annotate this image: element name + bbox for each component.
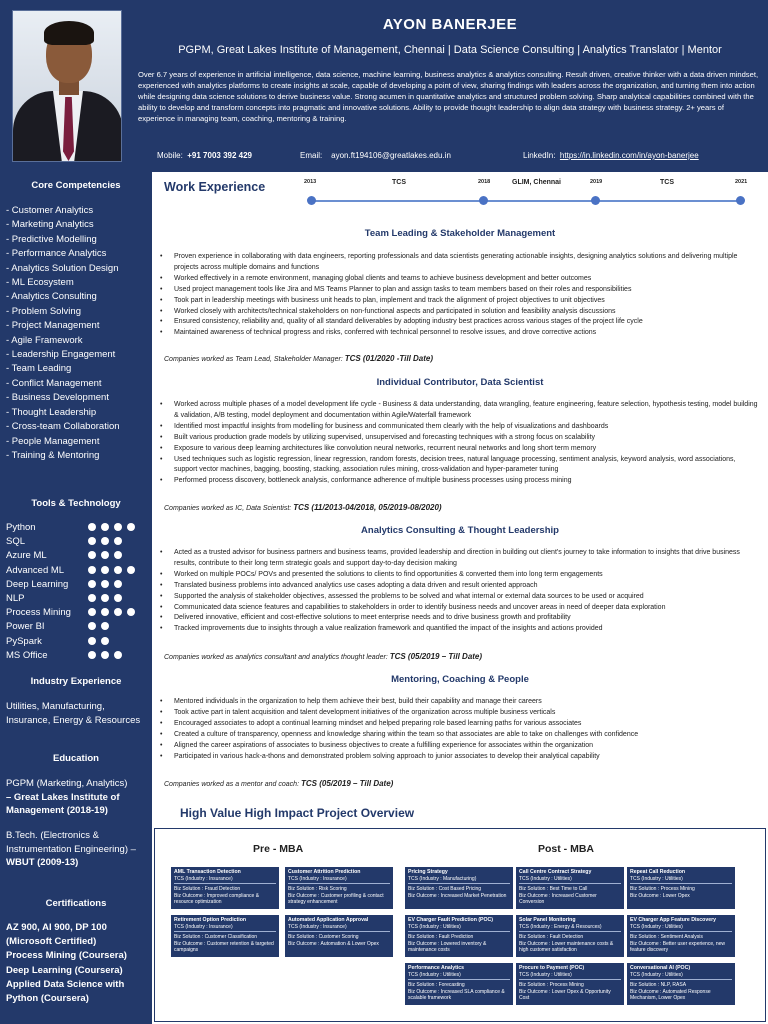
project-company: TCS (Industry : Insurance) xyxy=(174,875,233,882)
project-outcome: Biz Outcome : Increased Market Penetration xyxy=(408,892,507,899)
skill-dot xyxy=(101,551,109,559)
companies-worked-period: TCS (05/2019 – Till Date) xyxy=(300,779,394,788)
project-solution: Biz Solution : Fraud Detection xyxy=(174,886,241,892)
project-outcome: Biz Outcome : Improved compliance & resource optimization xyxy=(174,892,260,905)
bullet-item: • Mentored individuals in the organization to help them achieve their best, build their capability and manage their careers xyxy=(160,697,760,708)
skill-dot xyxy=(88,637,96,645)
timeline-year: 2013 xyxy=(304,179,317,185)
linkedin-contact: LinkedIn: https://in.linkedin.com/in/ayon-banerjee xyxy=(523,151,699,160)
certification-item: Deep Learning (Coursera) xyxy=(6,964,123,976)
post-mba-title: Post - MBA xyxy=(538,843,594,855)
project-title: Automated Application Approval xyxy=(288,917,369,923)
timeline-dot xyxy=(307,196,316,205)
bullet-item: • Exposure to various deep learning architectures like convolution neural networks, recurrent neural networks and long short term memory xyxy=(160,444,760,455)
competency-item: - Business Development xyxy=(6,392,109,404)
project-card xyxy=(627,867,735,909)
bullet-list xyxy=(160,252,760,339)
education-title: Education xyxy=(53,753,99,764)
email-contact: Email: ayon.ft194106@greatlakes.edu.in xyxy=(300,151,451,160)
project-title: Call Centre Contract Strategy xyxy=(519,869,592,875)
project-title: Conversational AI (POC) xyxy=(630,965,691,971)
project-company: TCS (Industry : Utilities) xyxy=(630,875,683,882)
project-solution: Biz Solution : Process Mining xyxy=(630,886,695,892)
tool-name: Python xyxy=(6,522,36,533)
project-title: Repeat Call Reduction xyxy=(630,869,686,875)
project-company: TCS (Industry : Insurance) xyxy=(288,875,347,882)
competency-item: - Problem Solving xyxy=(6,305,81,317)
pre-mba-title: Pre - MBA xyxy=(253,843,304,855)
bullet-item: • Delivered innovative, efficient and cost-effective solutions to meet enterprise needs and to drive business growth and profitability xyxy=(160,613,760,624)
bullet-item: • Worked closely with architects/technical stakeholders on non-functional aspects and participated in solution and feasibility analysis discussions xyxy=(160,307,760,318)
project-title: EV Charger Fault Prediction (POC) xyxy=(408,917,494,923)
competency-item: - Performance Analytics xyxy=(6,248,107,260)
bullet-item: • Used techniques such as logistic regression, linear regression, random forests, decision trees, natural language processing, sentiment analysis, keyword analysis, word associations, support vector machines, bagging, boosting, stacking, association rules mining, cross-validation and hyper-parameter tuning xyxy=(160,455,760,477)
skill-level-dots xyxy=(88,523,140,534)
project-title: Procure to Payment (POC) xyxy=(519,965,585,971)
linkedin-link[interactable]: https://in.linkedin.com/in/ayon-banerjee xyxy=(559,151,699,160)
competencies-list xyxy=(6,204,120,463)
skill-dot xyxy=(101,594,109,602)
bullet-item: • Maintained awareness of technical progress and risks, conferred with technical personnel to resolve issues, and drove corrective actions xyxy=(160,328,760,339)
project-company: TCS (Industry : Utilities) xyxy=(519,875,572,882)
project-solution: Biz Solution : Fault Prediction xyxy=(408,934,474,940)
project-solution: Biz Solution : Best Time to Call xyxy=(519,886,588,892)
project-outcome: Biz Outcome : Customer retention & targeted campaigns xyxy=(174,940,274,953)
tool-name: PySpark xyxy=(6,635,42,647)
email-address[interactable]: ayon.ft194106@greatlakes.edu.in xyxy=(331,151,451,160)
skill-dot xyxy=(114,580,122,588)
companies-worked xyxy=(164,354,433,363)
skill-dot xyxy=(101,566,109,574)
project-card xyxy=(516,963,624,1005)
competency-item: - Training & Mentoring xyxy=(6,449,100,461)
project-title: EV Charger App Feature Discovery xyxy=(630,917,717,923)
skill-dot xyxy=(101,651,109,659)
project-outcome: Biz Outcome : Lowered inventory & maintenance costs xyxy=(408,940,487,953)
project-company: TCS (Industry : Insurance) xyxy=(174,923,233,930)
section-title: Team Leading & Stakeholder Management xyxy=(364,228,556,239)
bullet-item: • Proven experience in collaborating with data engineers, reporting professionals and data scientists generating actionable insights, designing analytics solutions and delivering multiple projects across multiple domains and functions xyxy=(160,252,760,274)
project-solution: Biz Solution : Fault Detection xyxy=(519,934,584,940)
tool-row xyxy=(6,536,152,550)
bullet-item: • Created a culture of transparency, openness and knowledge sharing within the team so that associates are able to take on challenges with confidence xyxy=(160,730,760,741)
project-solution: Biz Solution : Customer Scoring xyxy=(288,934,359,940)
companies-worked-period: TCS (11/2013-04/2018, 05/2019-08/2020) xyxy=(293,503,442,512)
competency-item: - Project Management xyxy=(6,320,100,332)
project-company: TCS (Industry : Utilities) xyxy=(630,971,683,978)
competency-item: - Marketing Analytics xyxy=(6,219,94,231)
project-company: TCS (Industry : Utilities) xyxy=(519,971,572,978)
competency-item: - Analytics Solution Design xyxy=(6,262,119,274)
project-outcome: Biz Outcome : Automation & Lower Opex xyxy=(288,940,379,947)
tool-name: SQL xyxy=(6,536,26,548)
education-btech: B.Tech. (Electronics & Instrumentation Engineering) – WBUT (2009-13) xyxy=(6,830,136,868)
project-solution: Biz Solution : Process Mining xyxy=(519,982,584,988)
project-card xyxy=(405,915,513,957)
skill-dot xyxy=(114,551,122,559)
section-title: Individual Contributor, Data Scientist xyxy=(376,377,544,388)
timeline-dot xyxy=(479,196,488,205)
mobile-contact: Mobile: +91 7003 392 429 xyxy=(157,151,252,160)
skill-dot xyxy=(127,523,135,531)
project-title: Retirement Option Prediction xyxy=(174,917,247,923)
timeline-label: TCS xyxy=(660,179,674,186)
skill-dot xyxy=(114,608,122,616)
bullet-item: • Identified most impactful insights from modelling for business and communicated them clearly with the help of visualizations and dashboards xyxy=(160,422,760,433)
project-card xyxy=(285,915,393,957)
project-outcome: Biz Outcome : Better user experience, new feature discovery xyxy=(630,940,726,953)
competency-item: - Cross-team Collaboration xyxy=(6,421,120,433)
project-outcome: Biz Outcome : Increased Customer Conversion xyxy=(519,892,597,905)
timeline-dot xyxy=(591,196,600,205)
project-solution: Biz Solution : NLP, RASA xyxy=(630,982,687,988)
skill-dot xyxy=(88,608,96,616)
tool-name: NLP xyxy=(6,593,25,604)
project-card xyxy=(516,867,624,909)
competency-item: - Predictive Modelling xyxy=(6,233,97,245)
bullet-item: • Translated business problems into advanced analytics use cases adopting a data driven and result oriented approach xyxy=(160,581,760,592)
skill-dot xyxy=(114,566,122,574)
tool-name: Deep Learning xyxy=(6,578,69,590)
skill-dot xyxy=(88,651,96,659)
skill-dot xyxy=(88,594,96,602)
project-company: TCS (Industry : Manufacturing) xyxy=(408,875,477,882)
bullet-item: • Worked effectively in a remote environment, managing global clients and teams to achieve business development and better outcomes xyxy=(160,274,760,285)
project-card xyxy=(285,867,393,909)
project-outcome: Biz Outcome : Lower maintenance costs & high customer satisfaction xyxy=(519,940,614,953)
profile-photo xyxy=(12,10,122,162)
timeline-line xyxy=(312,200,744,202)
project-title: Performance Analytics xyxy=(408,965,465,971)
work-experience-title: Work Experience xyxy=(164,180,266,194)
project-outcome: Biz Outcome : Lower Opex xyxy=(630,892,690,899)
bullet-list xyxy=(160,400,760,487)
skill-level-dots xyxy=(88,651,127,662)
competency-item: - Customer Analytics xyxy=(6,205,94,216)
project-company: TCS (Industry : Insurance) xyxy=(288,923,347,930)
skill-dot xyxy=(101,580,109,588)
timeline-dot xyxy=(736,196,745,205)
skill-dot xyxy=(127,608,135,616)
project-solution: Biz Solution : Customer Classification xyxy=(174,934,258,940)
bullet-item: • Supported the analysis of stakeholder objectives, assessed the problems to be solved and what internal or external data sources to be used or acquired xyxy=(160,592,760,603)
skill-dot xyxy=(114,594,122,602)
competency-item: - Team Leading xyxy=(6,363,72,375)
timeline-year: 2021 xyxy=(735,179,748,185)
section-title: Mentoring, Coaching & People xyxy=(391,674,529,685)
project-outcome: Biz Outcome : Automated Response Mechanism, Lower Opex xyxy=(630,988,711,1001)
sidebar xyxy=(0,172,152,1024)
resume-header xyxy=(0,0,768,172)
project-card xyxy=(405,867,513,909)
skill-level-dots xyxy=(88,637,114,648)
tool-name: MS Office xyxy=(6,649,48,661)
bullet-item: • Encouraged associates to adopt a continual learning mindset and helped preparing role based learning paths for various associates xyxy=(160,719,760,730)
bullet-item: • Aligned the career aspirations of associates to business objectives to create a fulfilling experience for associates within the organization xyxy=(160,741,760,752)
skill-dot xyxy=(101,622,109,630)
project-solution: Biz Solution : Sentiment Analysis xyxy=(630,934,703,940)
tool-row xyxy=(6,579,152,593)
skill-dot xyxy=(88,622,96,630)
main-content xyxy=(152,172,768,1024)
project-overview-title: High Value High Impact Project Overview xyxy=(180,806,415,820)
project-card xyxy=(627,963,735,1005)
project-company: TCS (Industry : Utilities) xyxy=(408,971,461,978)
companies-worked-label: Companies worked as a mentor and coach: xyxy=(164,781,300,788)
project-solution: Biz Solution : Risk Scoring xyxy=(288,886,347,892)
bullet-item: • Used project management tools like Jira and MS Teams Planner to plan and assign tasks to team members based on their roles and responsibilities xyxy=(160,285,760,296)
section-title: Analytics Consulting & Thought Leadership xyxy=(361,525,559,536)
project-solution: Biz Solution : Forecasting xyxy=(408,982,465,988)
project-title: AML Transaction Detection xyxy=(174,869,241,875)
bullet-item: • Participated in various hack-a-thons and demonstrated problem solving approach to junior associates to develop their analytical capability xyxy=(160,752,760,763)
bullet-item: • Performed process discovery, bottleneck analysis, conformance adherence of multiple business processes using process mining xyxy=(160,476,760,487)
project-company: TCS (Industry : Utilities) xyxy=(630,923,683,930)
project-title: Customer Attrition Prediction xyxy=(288,869,361,875)
companies-worked-label: Companies worked as Team Lead, Stakeholder Manager: xyxy=(164,356,343,363)
project-outcome: Biz Outcome : Increased SLA compliance & scalable framework xyxy=(408,988,505,1001)
bullet-list xyxy=(160,697,760,762)
competency-item: - Analytics Consulting xyxy=(6,291,97,303)
candidate-name: AYON BANERJEE xyxy=(382,16,518,33)
timeline-label: TCS xyxy=(392,179,406,186)
bullet-item: • Took part in leadership meetings with business unit heads to plan, implement and track the alignment of project objectives to unit objectives xyxy=(160,296,760,307)
companies-worked-label: Companies worked as analytics consultant and analytics thought leader: xyxy=(164,654,388,661)
project-company: TCS (Industry : Utilities) xyxy=(408,923,461,930)
tool-row xyxy=(6,550,152,564)
timeline-year: 2019 xyxy=(590,179,603,185)
project-title: Solar Panel Monitoring xyxy=(519,917,576,923)
project-title: Pricing Strategy xyxy=(408,869,448,875)
skill-dot xyxy=(88,580,96,588)
skill-dot xyxy=(88,537,96,545)
tool-name: Advanced ML xyxy=(6,564,65,576)
timeline-year: 2018 xyxy=(478,179,491,185)
skill-dot xyxy=(114,523,122,531)
competency-item: - People Management xyxy=(6,435,100,447)
project-overview-box xyxy=(154,828,766,1022)
tool-row xyxy=(6,522,152,536)
industry-title: Industry Experience xyxy=(30,676,122,687)
education-pgpm: PGPM (Marketing, Analytics) – Great Lakes Institute of Management (2018-19) xyxy=(6,778,128,816)
competency-item: - Conflict Management xyxy=(6,377,102,389)
competencies-title: Core Competencies xyxy=(31,180,121,191)
industry-text: Utilities, Manufacturing, Insurance, Energy & Resources xyxy=(6,701,141,726)
skill-dot xyxy=(88,523,96,531)
project-card xyxy=(627,915,735,957)
project-outcome: Biz Outcome : Lower Opex & Opportunity Cost xyxy=(519,988,611,1001)
profile-summary: Over 6.7 years of experience in artificial intelligence, data science, machine learning, business analytics & analytics consulting. Result driven, creative thinker with a data driven mindset, experienced with analytics platforms to create insights at scale, capable of developing a point of view, sharing findings with leaders across the organization, and turning them into action while designing data science solutions to derive business value. Strong acumen in quantitative analytics and structured problem solving. Sharp analytical capabilities combined with the ability to develop and transform concepts into pragmatic and innovative solutions. Ability to provide thought leadership to align data strategy with business strategy. 2+ years of experience in managing team, coaching, mentoring & training. xyxy=(138,70,759,123)
companies-worked xyxy=(164,503,442,512)
bullet-list xyxy=(160,548,760,635)
bullet-item: • Ensured consistency, reliability and, quality of all standard deliverables by adopting industry best practices across various stages of the project life cycle xyxy=(160,317,760,328)
tool-row xyxy=(6,636,152,650)
skill-dot xyxy=(101,537,109,545)
tool-name: Power BI xyxy=(6,621,45,633)
skill-dot xyxy=(88,551,96,559)
skill-dot xyxy=(127,566,135,574)
project-card xyxy=(171,915,279,957)
tool-row xyxy=(6,621,152,635)
tool-name: Process Mining xyxy=(6,607,71,619)
skill-level-dots xyxy=(88,580,127,591)
companies-worked-period: TCS (01/2020 -Till Date) xyxy=(344,354,434,363)
bullet-item: • Worked on multiple POCs/ POVs and presented the solutions to clients to find opportunities & converted them into long term engagements xyxy=(160,570,760,581)
certifications-title: Certifications xyxy=(45,898,107,909)
skill-level-dots xyxy=(88,537,127,548)
tool-row xyxy=(6,565,152,579)
mobile-number: +91 7003 392 429 xyxy=(187,151,252,160)
tool-row xyxy=(6,607,152,621)
skill-dot xyxy=(101,523,109,531)
tool-row xyxy=(6,650,152,664)
certification-item: Applied Data Science with Python (Coursera) xyxy=(6,978,125,1005)
project-card xyxy=(171,867,279,909)
tool-row xyxy=(6,593,152,607)
skill-dot xyxy=(114,651,122,659)
skill-dot xyxy=(114,537,122,545)
competency-item: - Thought Leadership xyxy=(6,406,97,418)
certification-item: Process Mining (Coursera) xyxy=(6,950,127,962)
skill-dot xyxy=(101,608,109,616)
bullet-item: • Took active part in talent acquisition and talent development initiatives of the organization across multiple business verticals xyxy=(160,708,760,719)
competency-item: - ML Ecosystem xyxy=(6,277,74,289)
bullet-item: • Communicated data science features and capabilities to stakeholders in order to identify business needs and uncover areas in need of deeper data exploration xyxy=(160,603,760,614)
competency-item: - Agile Framework xyxy=(6,334,83,346)
bullet-item: • Worked across multiple phases of a model development life cycle - Business & data understanding, data wrangling, feature engineering, feature selection, hypothesis testing, model building & validation, A/B testing, model deployment and documentation within Agile/Waterfall framework xyxy=(160,400,760,422)
tools-title: Tools & Technology xyxy=(31,498,121,509)
companies-worked-label: Companies worked as IC, Data Scientist: xyxy=(164,505,292,512)
bullet-item: • Acted as a trusted advisor for business partners and business teams, provided leadership and direction in building out client's journey to take information to insights that drive business results, contribute to their long term strategic goals and support day-to-day decision making xyxy=(160,548,760,570)
companies-worked xyxy=(164,652,482,661)
competency-item: - Leadership Engagement xyxy=(6,349,116,361)
skill-dot xyxy=(101,637,109,645)
timeline-label: GLIM, Chennai xyxy=(512,179,561,186)
project-solution: Biz Solution : Cost Based Pricing xyxy=(408,886,482,892)
project-outcome: Biz Outcome : Customer profiling & contact strategy enhancement xyxy=(288,892,384,905)
bullet-item: • Tracked improvements due to insights through a value realization framework and quantified the impact of the insights and actions provided xyxy=(160,624,760,635)
companies-worked xyxy=(164,779,393,788)
certification-item: AZ 900, AI 900, DP 100 (Microsoft Certified) xyxy=(6,922,107,948)
skill-level-dots xyxy=(88,622,114,633)
skill-level-dots xyxy=(88,594,127,605)
project-company: TCS (Industry : Energy & Resources) xyxy=(519,923,602,930)
companies-worked-period: TCS (05/2019 – Till Date) xyxy=(389,652,483,661)
skill-level-dots xyxy=(88,551,127,562)
candidate-subtitle: PGPM, Great Lakes Institute of Management, Chennai | Data Science Consulting | Analytics Translator | Mentor xyxy=(178,44,722,56)
project-card xyxy=(516,915,624,957)
certifications-list xyxy=(6,921,148,1006)
skill-level-dots xyxy=(88,566,140,577)
skill-dot xyxy=(88,566,96,574)
bullet-item: • Built various production grade models by utilizing supervised, unsupervised and forecasting techniques with a strong focus on scalability xyxy=(160,433,760,444)
tool-name: Azure ML xyxy=(6,550,47,562)
project-card xyxy=(405,963,513,1005)
skill-level-dots xyxy=(88,608,140,619)
